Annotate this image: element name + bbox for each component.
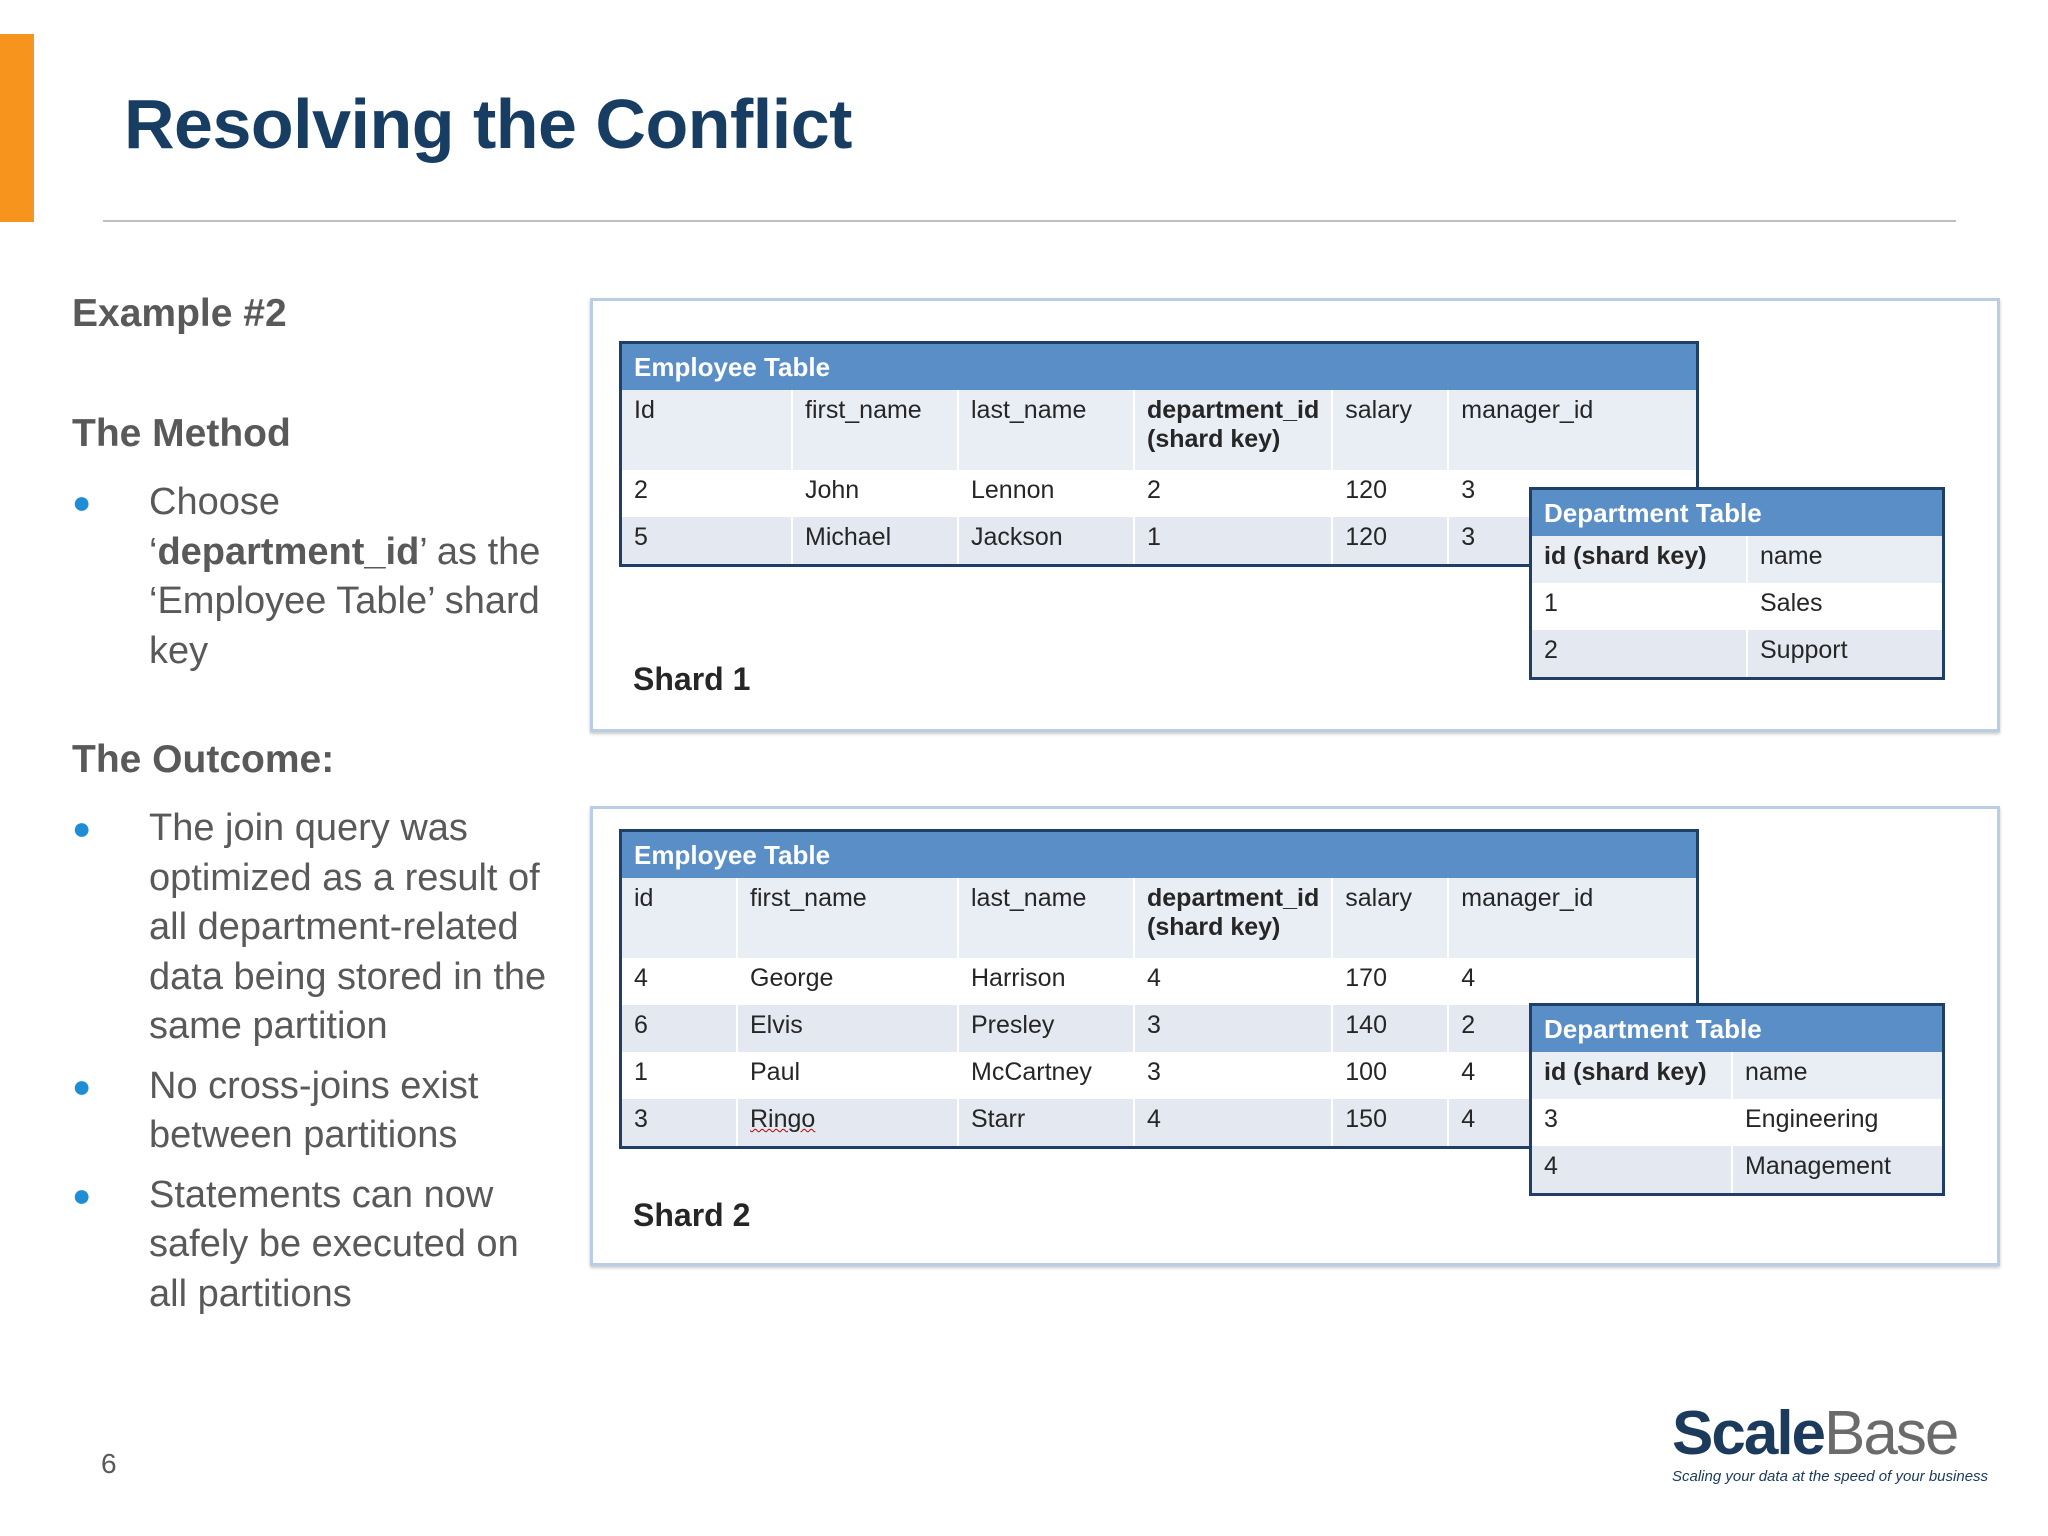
open-quote: ‘ [149,530,158,573]
table-cell: 3 [1134,1052,1332,1099]
column-header: salary [1332,390,1448,470]
table-cell: Harrison [958,958,1134,1005]
table-cell: 4 [1134,958,1332,1005]
close-quote: ’ [419,530,427,573]
logo-base: Base [1824,1399,1958,1468]
table-cell: 2 [1531,630,1748,679]
bullet-icon: ● [72,484,92,520]
table-cell: 1 [621,1052,738,1099]
table-cell: 4 [1448,1052,1697,1099]
column-header [1134,390,1332,470]
method-bullet-pre: Choose [149,481,280,523]
table-cell: 6 [621,1005,738,1052]
table-cell: 2 [621,470,793,517]
outcome-bullet-text: The join query was optimized as a result of all department-related data being stored in the same partition [149,807,547,1047]
accent-bar [0,34,34,222]
table-caption: Department Table [1531,489,1944,537]
scalebase-logo [1672,1399,1989,1485]
shard-1-panel [590,298,2000,732]
table-row [1531,630,1944,679]
page-number: 6 [101,1448,117,1479]
table-cell: 1 [1134,517,1332,566]
column-header: salary [1332,878,1448,958]
column-header: first_name [792,390,958,470]
table-cell: Lennon [958,470,1134,517]
table-cell: 4 [1134,1099,1332,1148]
spellcheck-word: Ringo [750,1105,816,1133]
shard-key-label: (shard key) [1147,913,1281,941]
table-cell: 3 [621,1099,738,1148]
table-cell: Michael [792,517,958,566]
method-bullet-post: as the ‘Employee Table’ shard key [149,530,541,672]
table-cell: Management [1732,1146,1944,1195]
column-header: last_name [958,878,1134,958]
table-row [1531,1146,1944,1195]
bullet-icon: ● [72,1067,92,1104]
column-header: manager_id [1448,390,1697,470]
logo-tagline: Scaling your data at the speed of your business [1672,1468,1989,1485]
table-cell: George [737,958,958,1005]
outcome-bullet [72,804,552,1052]
table-cell: 3 [1134,1005,1332,1052]
shard-label: Shard 2 [633,1197,751,1233]
table-cell: 5 [621,517,793,566]
bullet-icon: ● [72,1176,92,1213]
column-header: first_name [737,878,958,958]
column-header: id (shard key) [1531,1052,1733,1099]
table-header-row [1531,536,1944,583]
column-header: Id [621,390,793,470]
table-row [621,958,1698,1005]
slide-title: Resolving the Conflict [124,85,852,163]
table-cell: 150 [1332,1099,1448,1148]
table-caption: Employee Table [621,343,1698,391]
table-cell: 4 [621,958,738,1005]
column-header: id [621,878,738,958]
column-header [1134,878,1332,958]
table-header-row [621,878,1698,958]
table-cell: Engineering [1732,1099,1944,1146]
column-header: manager_id [1448,878,1697,958]
table-cell: 140 [1332,1005,1448,1052]
column-header: last_name [958,390,1134,470]
logo-scale: Scale [1672,1399,1825,1468]
column-header: name [1732,1052,1944,1099]
department-table-shard-2 [1529,1003,1945,1196]
table-caption: Department Table [1531,1005,1944,1053]
table-row [1531,583,1944,630]
outcome-bullet [72,1062,552,1161]
table-cell: 2 [1134,470,1332,517]
bullet-icon: ● [72,810,92,846]
table-cell: 1 [1531,583,1748,630]
table-cell: 120 [1332,517,1448,566]
table-cell: McCartney [958,1052,1134,1099]
table-cell: 3 [1531,1099,1733,1146]
table-cell: Support [1747,630,1944,679]
table-caption: Employee Table [621,831,1698,879]
outcome-bullet-text: Statements can now safely be executed on all partitions [149,1173,519,1315]
table-cell: 170 [1332,958,1448,1005]
table-cell: Jackson [958,517,1134,566]
shard-key-label: (shard key) [1147,425,1281,453]
method-bullet [72,478,552,676]
table-cell: John [792,470,958,517]
table-header-row [621,390,1698,470]
column-header: id (shard key) [1531,536,1748,583]
outcome-bullet-text: No cross-joins exist between partitions [149,1064,479,1156]
table-cell [737,1099,958,1148]
table-cell: 4 [1448,1099,1697,1148]
table-cell: 4 [1531,1146,1733,1195]
table-cell: 100 [1332,1052,1448,1099]
table-cell: Elvis [737,1005,958,1052]
table-cell: 120 [1332,470,1448,517]
table-row [1531,1099,1944,1146]
table-cell: 3 [1448,470,1697,517]
department-table-shard-1 [1529,487,1945,680]
title-divider [103,220,1956,222]
table-cell: 4 [1448,958,1697,1005]
outcome-bullet-list [72,804,552,1329]
shard-key-column-name: department_id [1147,884,1320,912]
table-header-row [1531,1052,1944,1099]
outcome-heading: The Outcome: [72,738,335,781]
shard-label: Shard 1 [633,661,751,697]
shard-key-column-name: department_id [1147,396,1320,424]
column-header: name [1747,536,1944,583]
table-cell: Paul [737,1052,958,1099]
table-cell: Presley [958,1005,1134,1052]
table-cell: Sales [1747,583,1944,630]
table-cell: 2 [1448,1005,1697,1052]
table-cell: 3 [1448,517,1697,566]
example-heading: Example #2 [72,292,287,335]
method-bullet-list [72,478,552,686]
method-bullet-keyword: department_id [157,530,420,573]
method-heading: The Method [72,412,291,455]
logo-wordmark [1672,1399,1972,1468]
shard-2-panel [590,806,2000,1266]
table-cell: Starr [958,1099,1134,1148]
outcome-bullet [72,1171,552,1320]
